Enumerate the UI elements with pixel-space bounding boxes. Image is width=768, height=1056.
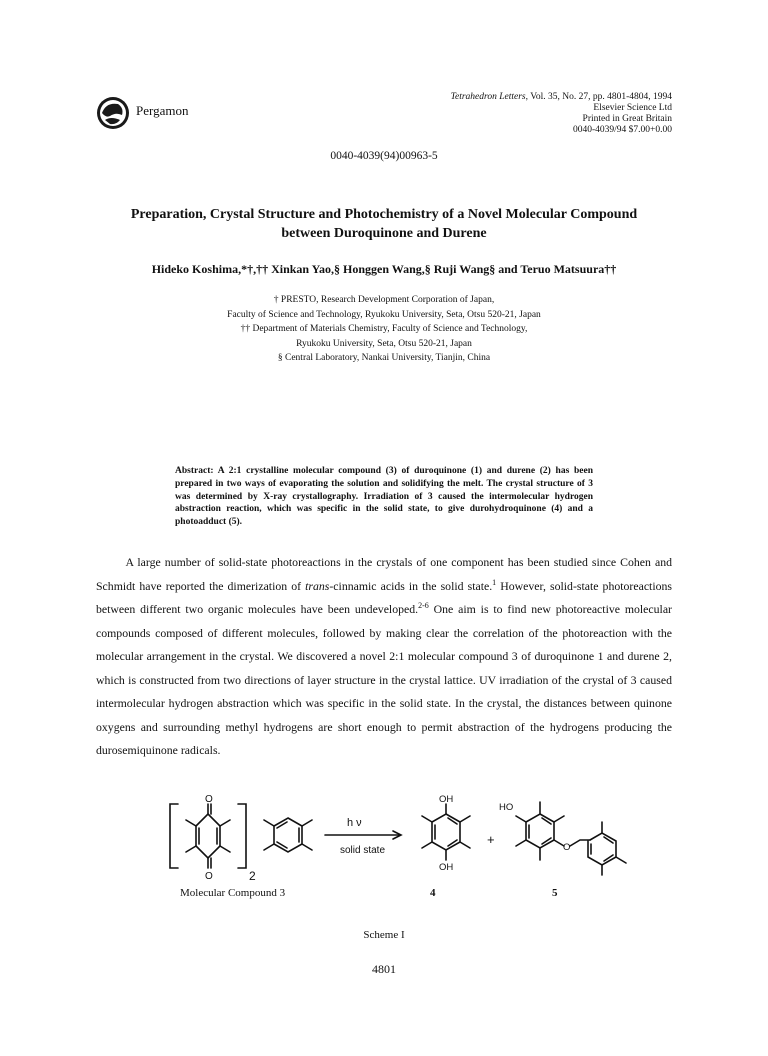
affiliation-line: † PRESTO, Research Development Corporation of Japan, (273, 295, 495, 305)
scheme-caption: Scheme I (363, 929, 405, 941)
publisher-line: Elsevier Science Ltd (593, 103, 672, 113)
stoichiometry-subscript: 2 (249, 869, 256, 883)
affiliations (120, 293, 648, 366)
hv-label: h ν (347, 817, 362, 829)
hydroxyl-label: OH (439, 862, 454, 873)
author-list: Hideko Koshima,*†,†† Xinkan Yao,§ Honggen Wang,§ Ruji Wang§ and Teruo Matsuura†† (151, 262, 617, 276)
volume-pages: , Vol. 35, No. 27, pp. 4801-4804, 1994 (525, 92, 672, 102)
body-text-run: However, solid-state photoreactions between different two organic molecules have been undeveloped. (96, 578, 672, 616)
hydroxyl-label: HO (499, 802, 514, 813)
body-paragraph (96, 551, 672, 763)
body-text-run: One aim is to find new photoreactive molecular compounds composed of different molecules, followed by making clear the correlation of the photoreaction with the molecular arrangement in the crystal. We discovered a novel 2:1 molecular compound 3 of duroquinone 1 and durene 2, which is constructed from two directions of layer structure in the crystal lattice. UV irradiation of the crystal of 3 caused intermolecular hydrogen abstraction which was specific in the solid state. In the crystal, the distances between quinone oxygens and surrounding methyl hydrogens are short enough to permit abstraction of the hydrogens producing the durosemiquinone radicals. (96, 602, 672, 757)
reference-marker: 1 (492, 577, 497, 587)
body-text-run: A large number of solid-state photoreactions in the crystals of one component has been studied since Cohen and Schmidt have reported the dimerization of (96, 555, 672, 593)
affiliation-line: †† Department of Materials Chemistry, Faculty of Science and Technology, (240, 324, 528, 334)
oxygen-label: O (205, 794, 213, 805)
affiliation-line: § Central Laboratory, Nankai University, Tianjin, China (277, 353, 491, 363)
journal-citation-block (451, 92, 672, 136)
oxygen-label: O (205, 871, 213, 882)
journal-citation (451, 92, 672, 103)
durene-structure (264, 818, 312, 852)
affiliation-line: Ryukoku University, Seta, Otsu 520-21, Japan (296, 338, 472, 349)
photoadduct-structure (516, 802, 626, 875)
abstract-text: A 2:1 crystalline molecular compound (3) of duroquinone (1) and durene (2) has been prepared in two ways of evaporating the solution and solidifying the melt. The crystal structure of 3 was determined by X-ray crystallography. Irradiation of 3 caused the intermolecular hydrogen abstraction reaction, which was specific in the solid state, to give durohydroquinone (4) and a photoadduct (5). (175, 466, 593, 528)
ether-oxygen-label: O (563, 842, 571, 853)
plus-sign: + (487, 832, 495, 847)
left-bracket (170, 804, 178, 868)
reference-marker: 2-6 (418, 601, 429, 611)
affiliation-line: Faculty of Science and Technology, Ryukoku University, Seta, Otsu 520-21, Japan (227, 309, 541, 320)
paper-title: Preparation, Crystal Structure and Photochemistry of a Novel Molecular Compound between Duroquinone and Durene (130, 207, 638, 241)
hydroxyl-label: OH (439, 794, 454, 805)
printed-line: Printed in Great Britain (582, 114, 672, 124)
right-bracket (238, 804, 246, 868)
pergamon-logo-icon (96, 96, 130, 130)
journal-name: Tetrahedron Letters (450, 92, 526, 102)
compound-5-label: 5 (552, 887, 558, 899)
compound-4-label: 4 (430, 887, 436, 899)
durohydroquinone-structure (422, 804, 470, 860)
abstract-label: Abstract: (175, 466, 214, 476)
issn-price: 0040-4039/94 $7.00+0.00 (572, 125, 672, 135)
doi-code: 0040-4039(94)00963-5 (330, 150, 438, 162)
duroquinone-structure (186, 804, 230, 868)
page-number: 4801 (372, 962, 396, 976)
abstract (175, 465, 593, 529)
publisher-name: Pergamon (136, 103, 189, 118)
body-text-run: -cinnamic acids in the solid state. (329, 578, 493, 593)
solid-state-label: solid state (340, 845, 386, 856)
molecular-compound-caption: Molecular Compound 3 (180, 887, 286, 899)
reaction-scheme (150, 788, 640, 888)
italic-term: trans (305, 578, 330, 593)
